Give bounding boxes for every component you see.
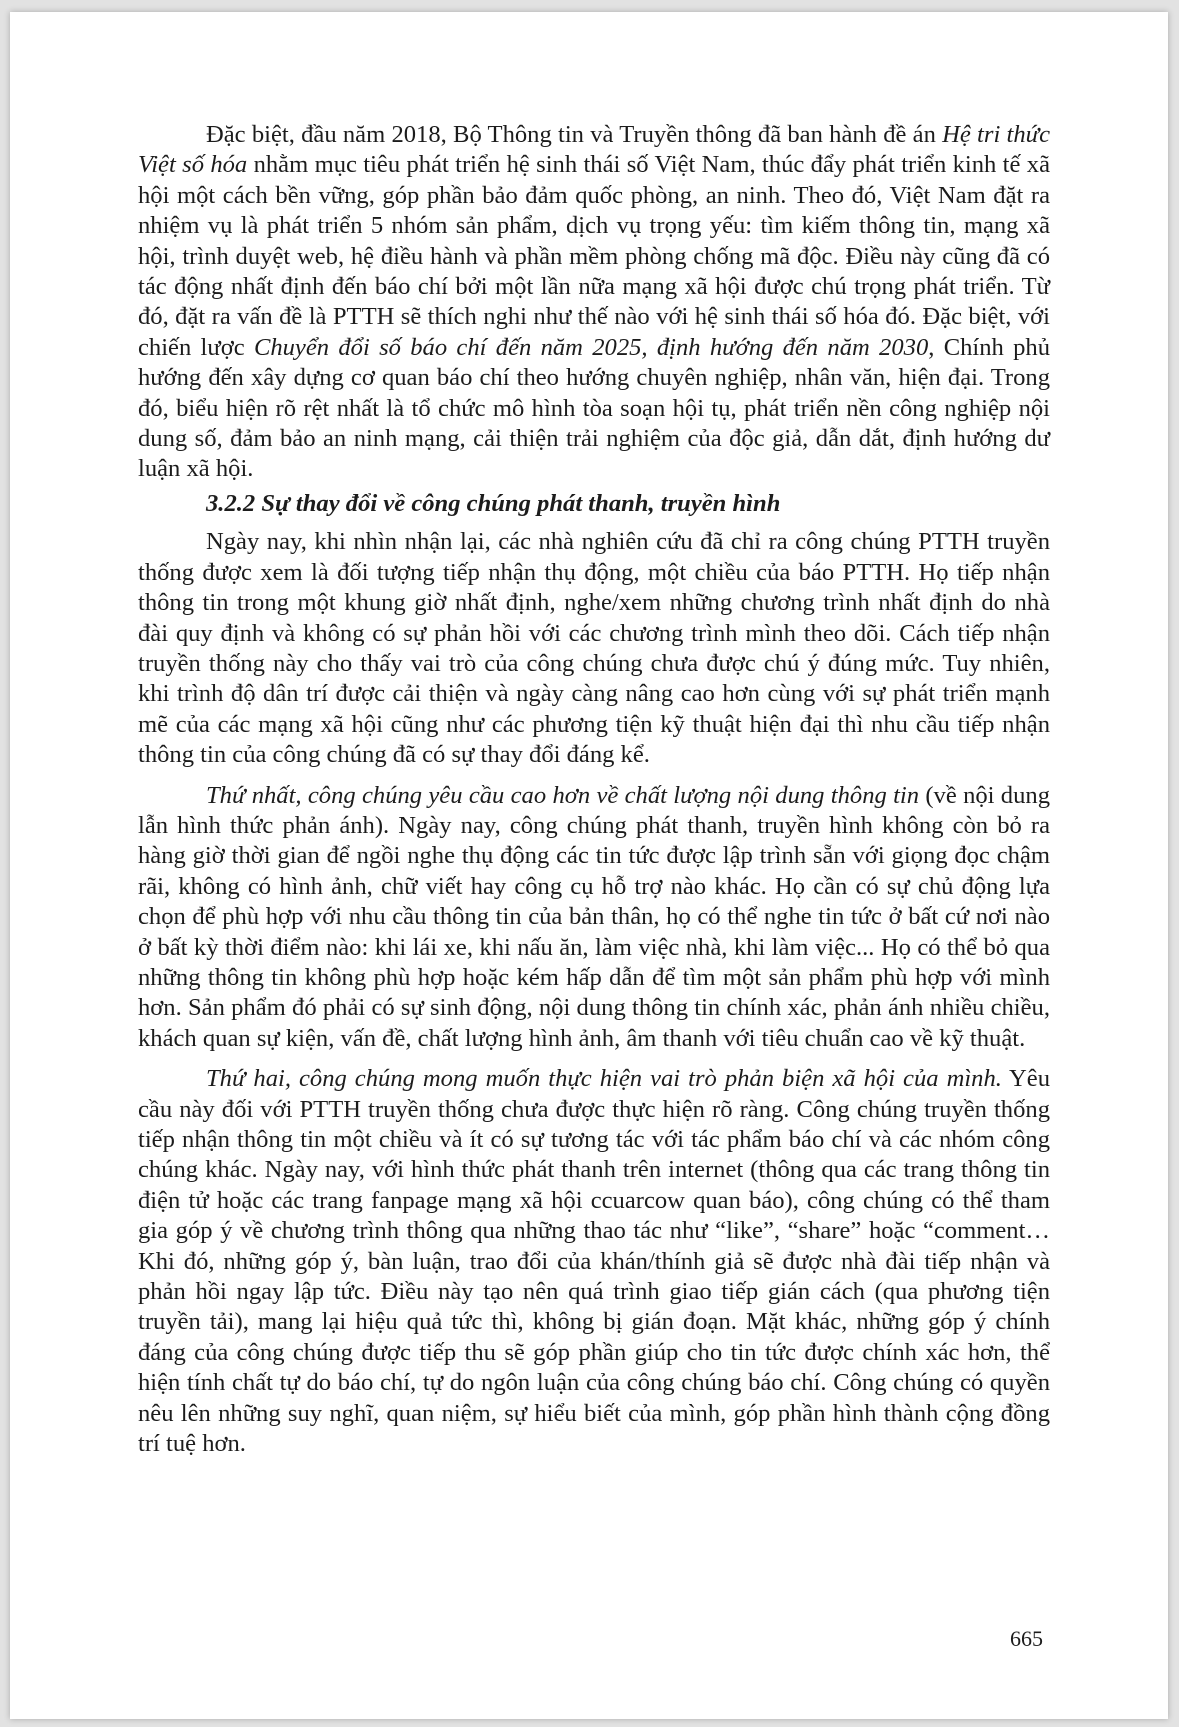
section-heading: 3.2.2 Sự thay đổi về công chúng phát thanh, truyền hình bbox=[206, 489, 781, 517]
project-title: Hệ tri thức Việt số hóa bbox=[138, 121, 1050, 179]
paragraph-digital-ecosystem: Đặc biệt, đầu năm 2018, Bộ Thông tin và Truyền thông đã ban hành đề án Hệ tri thức Việt số hóa nhằm mục tiêu phát triển hệ sinh thái số Việt Nam, thúc đẩy phát triển kinh tế xã hội một cách bền vững, góp phần bảo đảm quốc phòng, an ninh. Theo đó, Việt Nam đặt ra nhiệm vụ là phát triển 5 nhóm sản phẩm, dịch vụ trọng yếu: tìm kiếm thông tin, mạng xã hội, trình duyệt web, hệ điều hành và phần mềm phòng chống mã độc. Điều này cũng đã có tác động nhất định đến báo chí bởi một lần nữa mạng xã hội được chú trọng phát triển. Từ đó, đặt ra vấn đề là PTTH sẽ thích nghi như thế nào với hệ sinh thái số hóa đó. Đặc biệt, với chiến lược Chuyển đổi số báo chí đến năm 2025, định hướng đến năm 2030, Chính phủ hướng đến xây dựng cơ quan báo chí theo hướng chuyên nghiệp, nhân văn, hiện đại. Trong đó, biểu hiện rõ rệt nhất là tổ chức mô hình tòa soạn hội tụ, phát triển nền công nghiệp nội dung số, đảm bảo an ninh mạng, cải thiện trải nghiệm của độc giả, dẫn dắt, định hướng dư luận xã hội. bbox=[138, 121, 1051, 483]
first-point-lead: Thứ nhất, công chúng yêu cầu cao hơn về chất lượng nội dung thông tin bbox=[206, 781, 920, 809]
second-point-lead: Thứ hai, công chúng mong muốn thực hiện vai trò phản biện xã hội của mình. bbox=[206, 1065, 1002, 1093]
page-number: 665 bbox=[1010, 1626, 1043, 1651]
strategy-title: Chuyển đổi số báo chí đến năm 2025, định hướng đến năm 2030 bbox=[253, 333, 929, 361]
document-page bbox=[10, 12, 1168, 1719]
page-body bbox=[138, 120, 1050, 1459]
paragraph-first-point: Thứ nhất, công chúng yêu cầu cao hơn về chất lượng nội dung thông tin (về nội dung lẫn hình thức phản ánh). Ngày nay, công chúng phát thanh, truyền hình không còn bỏ ra hàng giờ thời gian để ngồi nghe thụ động các tin tức được lập trình sẵn với giọng đọc chậm rãi, không có hình ảnh, chữ viết hay công cụ hỗ trợ nào khác. Họ cần có sự chủ động lựa chọn để phù hợp với nhu cầu thông tin của bản thân, họ có thể nghe tin tức ở bất cứ nơi nào ở bất kỳ thời điểm nào: khi lái xe, khi nấu ăn, làm việc nhà, khi làm việc... Họ có thể bỏ qua những thông tin không phù hợp hoặc kém hấp dẫn để tìm một sản phẩm phù hợp với mình hơn. Sản phẩm đó phải có sự sinh động, nội dung thông tin chính xác, phản ánh nhiều chiều, khách quan sự kiện, vấn đề, chất lượng hình ảnh, âm thanh với tiêu chuẩn cao về kỹ thuật. bbox=[138, 781, 1050, 1052]
paragraph-audience-change: Ngày nay, khi nhìn nhận lại, các nhà nghiên cứu đã chỉ ra công chúng PTTH truyền thống được xem là đối tượng tiếp nhận thụ động, một chiều của báo PTTH. Họ tiếp nhận thông tin trong một khung giờ nhất định, nghe/xem những chương trình nhất định do nhà đài quy định và không có sự phản hồi với các chương trình mình theo dõi. Cách tiếp nhận truyền thống này cho thấy vai trò của công chúng chưa được chú ý đúng mức. Tuy nhiên, khi trình độ dân trí được cải thiện và ngày càng nâng cao hơn cùng với sự phát triển mạnh mẽ của các mạng xã hội cũng như các phương tiện kỹ thuật hiện đại thì nhu cầu tiếp nhận thông tin của công chúng đã có sự thay đổi đáng kể. bbox=[138, 528, 1050, 769]
paragraph-second-point: Thứ hai, công chúng mong muốn thực hiện vai trò phản biện xã hội của mình. Yêu cầu này đối với PTTH truyền thống chưa được thực hiện rõ ràng. Công chúng truyền thống tiếp nhận thông tin một chiều và ít có sự tương tác với tác phẩm báo chí và các nhóm công chúng khác. Ngày nay, với hình thức phát thanh trên internet (thông qua các trang thông tin điện tử hoặc các trang fanpage mạng xã hội ccuarcow quan báo), công chúng có thể tham gia góp ý về chương trình thông qua những thao tác như “like”, “share” hoặc “comment… Khi đó, những góp ý, bàn luận, trao đổi của khán/thính giả sẽ được nhà đài tiếp nhận và phản hồi ngay lập tức. Điều này tạo nên quá trình giao tiếp gián cách (qua phương tiện truyền tải), mang lại hiệu quả tức thì, không bị gián đoạn. Mặt khác, những góp ý chính đáng của công chúng được tiếp thu sẽ góp phần giúp cho tin tức được chính xác hơn, thể hiện tính chất tự do báo chí, tự do ngôn luận của công chúng báo chí. Công chúng có quyền nêu lên những suy nghĩ, quan niệm, sự hiểu biết của mình, góp phần hình thành cộng đồng trí tuệ hơn. bbox=[138, 1065, 1050, 1458]
